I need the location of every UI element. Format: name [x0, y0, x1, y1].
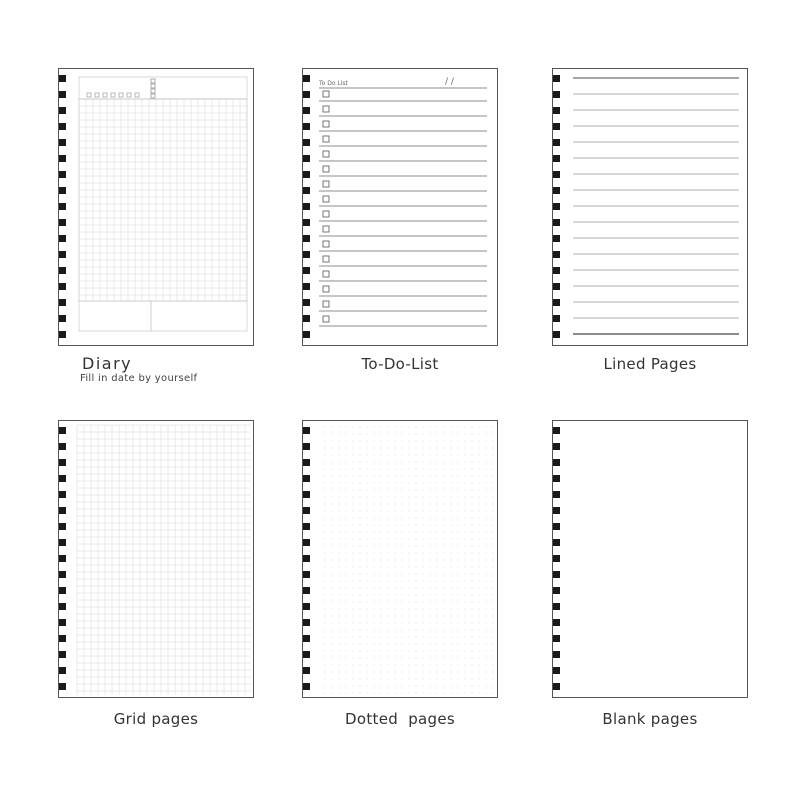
todo-page — [302, 68, 498, 346]
blank-page — [552, 420, 748, 698]
spiral-coil — [58, 442, 77, 452]
spiral-coil — [552, 330, 571, 340]
spiral-coil — [302, 458, 321, 468]
spiral-coil — [302, 538, 321, 548]
spiral-coil — [302, 170, 321, 180]
spiral-coil — [302, 602, 321, 612]
spiral-coil — [552, 90, 571, 100]
lined-pattern — [553, 69, 748, 346]
spiral-coil — [302, 90, 321, 100]
spiral-coil — [58, 330, 77, 340]
spiral-coil — [58, 634, 77, 644]
spiral-coil — [302, 474, 321, 484]
grid-page — [58, 420, 254, 698]
spiral-coil — [552, 538, 571, 548]
blank-caption: Blank pages — [602, 710, 698, 728]
spiral-coil — [58, 682, 77, 692]
spiral-coil — [58, 282, 77, 292]
spiral-coil — [552, 426, 571, 436]
spiral-binding — [58, 69, 77, 346]
diary-subcaption: Fill in date by yourself — [80, 373, 198, 384]
spiral-coil — [302, 218, 321, 228]
spiral-coil — [552, 474, 571, 484]
spiral-coil — [302, 186, 321, 196]
spiral-coil — [552, 266, 571, 276]
spiral-coil — [58, 122, 77, 132]
spiral-coil — [552, 202, 571, 212]
spiral-coil — [302, 138, 321, 148]
dotted-pattern — [303, 421, 498, 698]
spiral-coil — [552, 666, 571, 676]
spiral-coil — [58, 170, 77, 180]
spiral-coil — [302, 650, 321, 660]
spiral-coil — [302, 314, 321, 324]
spiral-coil — [58, 666, 77, 676]
spiral-coil — [58, 570, 77, 580]
lined-caption: Lined Pages — [603, 355, 697, 373]
spiral-coil — [302, 586, 321, 596]
spiral-binding — [58, 421, 77, 698]
spiral-coil — [58, 218, 77, 228]
spiral-coil — [552, 618, 571, 628]
grid-caption: Grid pages — [113, 710, 199, 728]
spiral-coil — [552, 234, 571, 244]
spiral-coil — [552, 314, 571, 324]
spiral-binding — [302, 421, 321, 698]
spiral-coil — [552, 442, 571, 452]
todo-list-pattern — [303, 69, 498, 346]
spiral-coil — [302, 666, 321, 676]
spiral-coil — [302, 490, 321, 500]
diary-page — [58, 68, 254, 346]
spiral-coil — [58, 602, 77, 612]
spiral-coil — [302, 266, 321, 276]
spiral-coil — [552, 682, 571, 692]
spiral-coil — [58, 234, 77, 244]
diary-caption: Diary — [82, 354, 133, 373]
spiral-coil — [552, 634, 571, 644]
spiral-coil — [302, 634, 321, 644]
spiral-coil — [58, 266, 77, 276]
spiral-binding — [552, 421, 571, 698]
spiral-coil — [58, 538, 77, 548]
spiral-coil — [302, 618, 321, 628]
spiral-coil — [552, 602, 571, 612]
todo-header: To Do List — [319, 80, 348, 87]
spiral-binding — [552, 69, 571, 346]
spiral-coil — [302, 154, 321, 164]
spiral-coil — [302, 682, 321, 692]
spiral-coil — [58, 554, 77, 564]
spiral-coil — [552, 458, 571, 468]
spiral-coil — [302, 234, 321, 244]
spiral-coil — [302, 506, 321, 516]
spiral-coil — [302, 426, 321, 436]
spiral-coil — [552, 250, 571, 260]
spiral-coil — [58, 618, 77, 628]
spiral-coil — [552, 154, 571, 164]
spiral-coil — [552, 74, 571, 84]
spiral-coil — [58, 250, 77, 260]
spiral-coil — [58, 90, 77, 100]
spiral-coil — [58, 74, 77, 84]
spiral-coil — [302, 74, 321, 84]
spiral-coil — [58, 138, 77, 148]
spiral-coil — [302, 442, 321, 452]
spiral-coil — [58, 586, 77, 596]
grid-pattern — [59, 421, 254, 698]
spiral-binding — [302, 69, 321, 346]
spiral-coil — [302, 106, 321, 116]
spiral-coil — [58, 474, 77, 484]
dotted-caption: Dotted pages — [345, 710, 455, 728]
spiral-coil — [552, 138, 571, 148]
spiral-coil — [58, 490, 77, 500]
spiral-coil — [58, 314, 77, 324]
spiral-coil — [552, 298, 571, 308]
spiral-coil — [302, 122, 321, 132]
spiral-coil — [302, 298, 321, 308]
lined-page — [552, 68, 748, 346]
todo-date-marks: / / — [445, 77, 454, 87]
spiral-coil — [58, 458, 77, 468]
spiral-coil — [58, 202, 77, 212]
spiral-coil — [552, 282, 571, 292]
spiral-coil — [58, 650, 77, 660]
spiral-coil — [58, 154, 77, 164]
spiral-coil — [302, 250, 321, 260]
spiral-coil — [552, 170, 571, 180]
spiral-coil — [552, 522, 571, 532]
spiral-coil — [58, 522, 77, 532]
spiral-coil — [552, 122, 571, 132]
spiral-coil — [302, 570, 321, 580]
todo-caption: To-Do-List — [361, 355, 439, 373]
spiral-coil — [58, 186, 77, 196]
spiral-coil — [302, 202, 321, 212]
diary-grid-pattern — [59, 69, 254, 346]
spiral-coil — [552, 554, 571, 564]
spiral-coil — [552, 490, 571, 500]
dotted-page — [302, 420, 498, 698]
spiral-coil — [58, 106, 77, 116]
spiral-coil — [58, 298, 77, 308]
spiral-coil — [58, 506, 77, 516]
spiral-coil — [552, 506, 571, 516]
spiral-coil — [302, 282, 321, 292]
spiral-coil — [552, 650, 571, 660]
spiral-coil — [552, 186, 571, 196]
spiral-coil — [552, 586, 571, 596]
spiral-coil — [552, 106, 571, 116]
spiral-coil — [552, 218, 571, 228]
spiral-coil — [58, 426, 77, 436]
spiral-coil — [302, 330, 321, 340]
spiral-coil — [302, 554, 321, 564]
spiral-coil — [302, 522, 321, 532]
spiral-coil — [552, 570, 571, 580]
